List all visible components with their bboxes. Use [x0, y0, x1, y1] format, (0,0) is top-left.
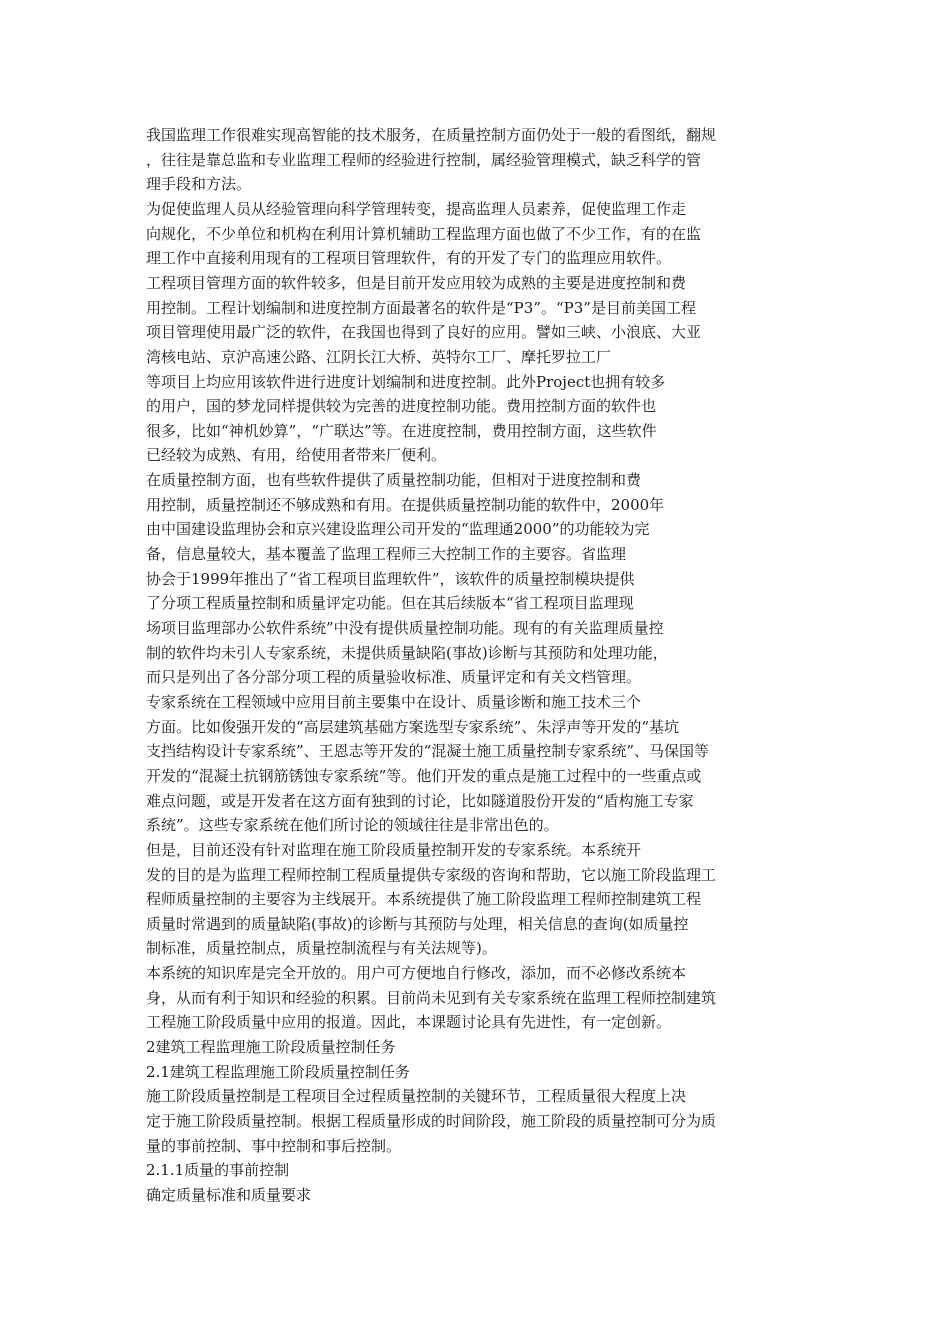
- text-line: 在质量控制方面，也有些软件提供了质量控制功能，但相对于进度控制和费: [146, 471, 642, 490]
- text-line: 本系统的知识库是完全开放的。用户可方便地自行修改，添加，而不必修改系统本: [146, 964, 687, 983]
- text-line: 难点问题，或是开发者在这方面有独到的讨论，比如隧道股份开发的“盾构施工专家: [146, 791, 694, 810]
- text-line: 专家系统在工程领域中应用目前主要集中在设计、质量诊断和施工技术三个: [146, 692, 642, 711]
- text-line: 制标准，质量控制点，质量控制流程与有关法规等)。: [146, 939, 497, 958]
- text-line: ，往往是靠总监和专业监理工程师的经验进行控制，属经验管理模式，缺乏科学的管: [146, 150, 702, 169]
- text-line: 我国监理工作很难实现高智能的技术服务，在质量控制方面仍处于一般的看图纸，翻规: [146, 126, 717, 144]
- text-line: 用控制。工程计划编制和进度控制方面最著名的软件是“P3”。“P3”是目前美国工程: [146, 298, 696, 317]
- text-line: 场项目监理部办公软件系统”中没有提供质量控制功能。现有的有关监理质量控: [146, 619, 664, 637]
- text-line: 发的目的是为监理工程师控制工程质量提供专家级的咨询和帮助，它以施工阶段监理工: [146, 865, 717, 884]
- text-line: 开发的“混凝土抗钢筋锈蚀专家系统”等。他们开发的重点是施工过程中的一些重点或: [146, 766, 702, 785]
- text-line: 确定质量标准和质量要求: [146, 1185, 312, 1204]
- text-line: 由中国建设监理协会和京兴建设监理公司开发的“监理通2000”的功能较为完: [146, 520, 650, 539]
- text-line: 工程施工阶段质量中应用的报道。因此，本课题讨论具有先进性，有一定创新。: [146, 1013, 672, 1032]
- text-line: 制的软件均未引人专家系统，未提供质量缺陷(事故)诊断与其预防和处理功能，: [146, 643, 668, 662]
- text-line: 等项目上均应用该软件进行进度计划编制和进度控制。此外Project也拥有较多: [146, 372, 666, 391]
- text-line: 项目管理使用最广泛的软件，在我国也得到了良好的应用。譬如三峡、小浪底、大亚: [146, 323, 702, 342]
- text-line: 2.1.1质量的事前控制: [146, 1161, 290, 1180]
- text-line: 备，信息量较大，基本覆盖了监理工程师三大控制工作的主要容。省监理: [146, 545, 627, 564]
- text-line: 的用户，国的梦龙同样提供较为完善的进度控制功能。费用控制方面的软件也: [146, 397, 657, 416]
- text-line: 但是，目前还没有针对监理在施工阶段质量控制开发的专家系统。本系统开: [146, 840, 642, 859]
- text-line: 方面。比如俊强开发的“高层建筑基础方案选型专家系统”、朱浮声等开发的“基坑: [146, 717, 680, 736]
- text-line: 向规化，不少单位和机构在利用计算机辅助工程监理方面也做了不少工作，有的在监: [146, 224, 702, 243]
- text-line: 系统”。这些专家系统在他们所讨论的领域往往是非常出色的。: [146, 816, 559, 835]
- text-line: 理手段和方法。: [146, 175, 252, 194]
- text-line: 而只是列出了各分部分项工程的质量验收标准、质量评定和有关文档管理。: [146, 668, 642, 687]
- text-line: 很多，比如“神机妙算”，“广联达”等。在进度控制，费用控制方面，这些软件: [146, 421, 657, 440]
- text-line: 定于施工阶段质量控制。根据工程质量形成的时间阶段，施工阶段的质量控制可分为质: [146, 1112, 717, 1130]
- text-line: 已经较为成熟、有用，给使用者带来厂便利。: [146, 446, 447, 465]
- text-line: 量的事前控制、事中控制和事后控制。: [146, 1136, 402, 1155]
- text-line: 工程项目管理方面的软件较多，但是目前开发应用较为成熟的主要是进度控制和费: [146, 273, 687, 292]
- text-line: 理工作中直接利用现有的工程项目管理软件，有的开发了专门的监理应用软件。: [146, 249, 672, 268]
- text-line: 了分项工程质量控制和质量评定功能。但在其后续版本“省工程项目监理现: [146, 594, 634, 613]
- text-line: 为促使监理人员从经验管理向科学管理转变，提高监理人员素养，促使监理工作走: [146, 199, 687, 218]
- text-line: 质量时常遇到的质量缺陷(事故)的诊断与其预防与处理，相关信息的查询(如质量控: [146, 914, 689, 933]
- text-line: 2建筑工程监理施工阶段质量控制任务: [146, 1038, 396, 1057]
- text-line: 用控制，质量控制还不够成熟和有用。在提供质量控制功能的软件中，2000年: [146, 495, 665, 514]
- text-line: 支挡结构设计专家系统”、王恩志等开发的“混凝土施工质量控制专家系统”、马保国等: [146, 742, 710, 761]
- text-line: 程师质量控制的主要容为主线展开。本系统提供了施工阶段监理工程师控制建筑工程: [146, 890, 702, 909]
- text-line: 施工阶段质量控制是工程项目全过程质量控制的关键环节，工程质量很大程度上决: [146, 1087, 687, 1106]
- text-line: 身，从而有利于知识和经验的积累。目前尚未见到有关专家系统在监理工程师控制建筑: [146, 988, 717, 1007]
- text-line: 协会于1999年推出了“省工程项目监理软件”，该软件的质量控制模块提供: [146, 569, 635, 588]
- text-line: 湾核电站、京沪高速公路、江阴长江大桥、英特尔工厂、摩托罗拉工厂: [146, 347, 612, 366]
- text-line: 2.1建筑工程监理施工阶段质量控制任务: [146, 1062, 410, 1081]
